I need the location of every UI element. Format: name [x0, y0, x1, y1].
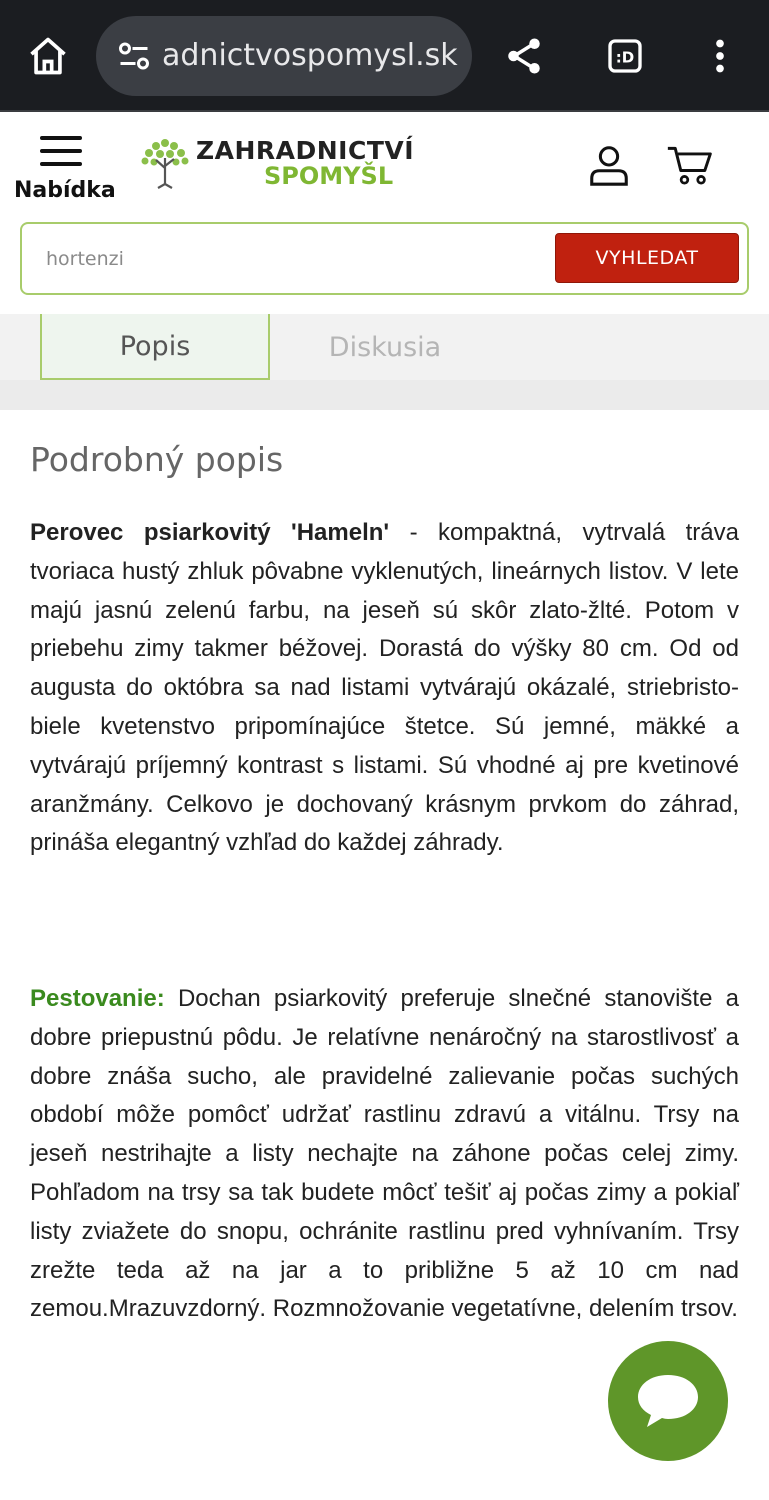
tab-diskusia[interactable]: Diskusia [328, 331, 442, 363]
section-title: Podrobný popis [30, 440, 284, 479]
product-name: Perovec psiarkovitý 'Hameln' [30, 519, 390, 546]
site-logo[interactable] [138, 134, 415, 194]
tree-logo-icon [138, 134, 192, 190]
home-icon[interactable] [22, 30, 74, 82]
tab-popis[interactable]: Popis [40, 314, 270, 380]
logo-text-top: ZAHRADNICTVÍ [196, 136, 415, 165]
tab-switcher-icon[interactable] [599, 30, 651, 82]
logo-text-bottom: SPOMYŠL [264, 162, 394, 190]
cultivation-label: Pestovanie: [30, 985, 165, 1012]
description-section [30, 430, 739, 1323]
description-paragraph [30, 514, 739, 863]
chat-button[interactable] [608, 1341, 728, 1461]
description-text: - kompaktná, vytrvalá tráva tvoriaca hustý zhluk pôvabne vyklenutých, lineárnych listov. V lete majú jasnú zelenú farbu, na jeseň sú skôr zlato-žlté. Potom v priebehu zimy takmer béžovej. Dorastá do výšky 80 cm. Od od augusta do októbra sa nad listami vytvárajú okázalé, striebristo-biele kvetenstvo pripomínajúce štetce. Sú jemné, mäkké a vytvárajú príjemný kontrast s listami. Sú vhodné aj pre kvetinové aranžmány. Celkovo je dochovaný krásnym prvkom do záhrad, prináša elegantný vzhľad do každej záhrady. [30, 519, 739, 857]
search-form [20, 222, 749, 295]
user-icon[interactable] [586, 142, 634, 190]
cultivation-text: Dochan psiarkovitý preferuje slnečné stanovište a dobre priepustnú pôdu. Je relatívne nenáročný na starostlivosť a dobre znáša sucho, ale pravidelné zalievanie počas suchých období môže pomôcť udržať rastlinu zdravú a vitálnu. Trsy na jeseň nestrihajte a listy nechajte na záhone počas celej zimy. Pohľadom na trsy sa tak budete môcť tešiť aj počas zimy a pokiaľ listy zviažete do snopu, ochránite rastlinu pred vyhnívaním. Trsy zrežte teda až na jar a to približne 5 až 10 cm nad zemou.Mrazuvzdorný. Rozmnožovanie vegetatívne, delením trsov. [30, 985, 739, 1323]
site-header [0, 114, 769, 214]
address-bar[interactable] [96, 16, 472, 96]
menu-button[interactable] [14, 132, 116, 212]
product-tabs [0, 314, 769, 410]
menu-label: Nabídka [14, 178, 116, 203]
browser-toolbar [0, 0, 769, 112]
more-options-icon[interactable] [694, 30, 746, 82]
site-settings-icon[interactable] [108, 30, 160, 82]
search-button[interactable]: VYHLEDAT [555, 233, 739, 283]
share-icon[interactable] [498, 30, 550, 82]
chat-bubble-icon [635, 1371, 701, 1431]
search-input[interactable] [44, 238, 548, 280]
hamburger-icon [40, 136, 82, 168]
url-text: adnictvospomysl.sk [162, 38, 458, 73]
cart-icon[interactable] [666, 142, 714, 190]
svg-text::D: :D [615, 48, 635, 67]
cultivation-paragraph [30, 980, 739, 1329]
